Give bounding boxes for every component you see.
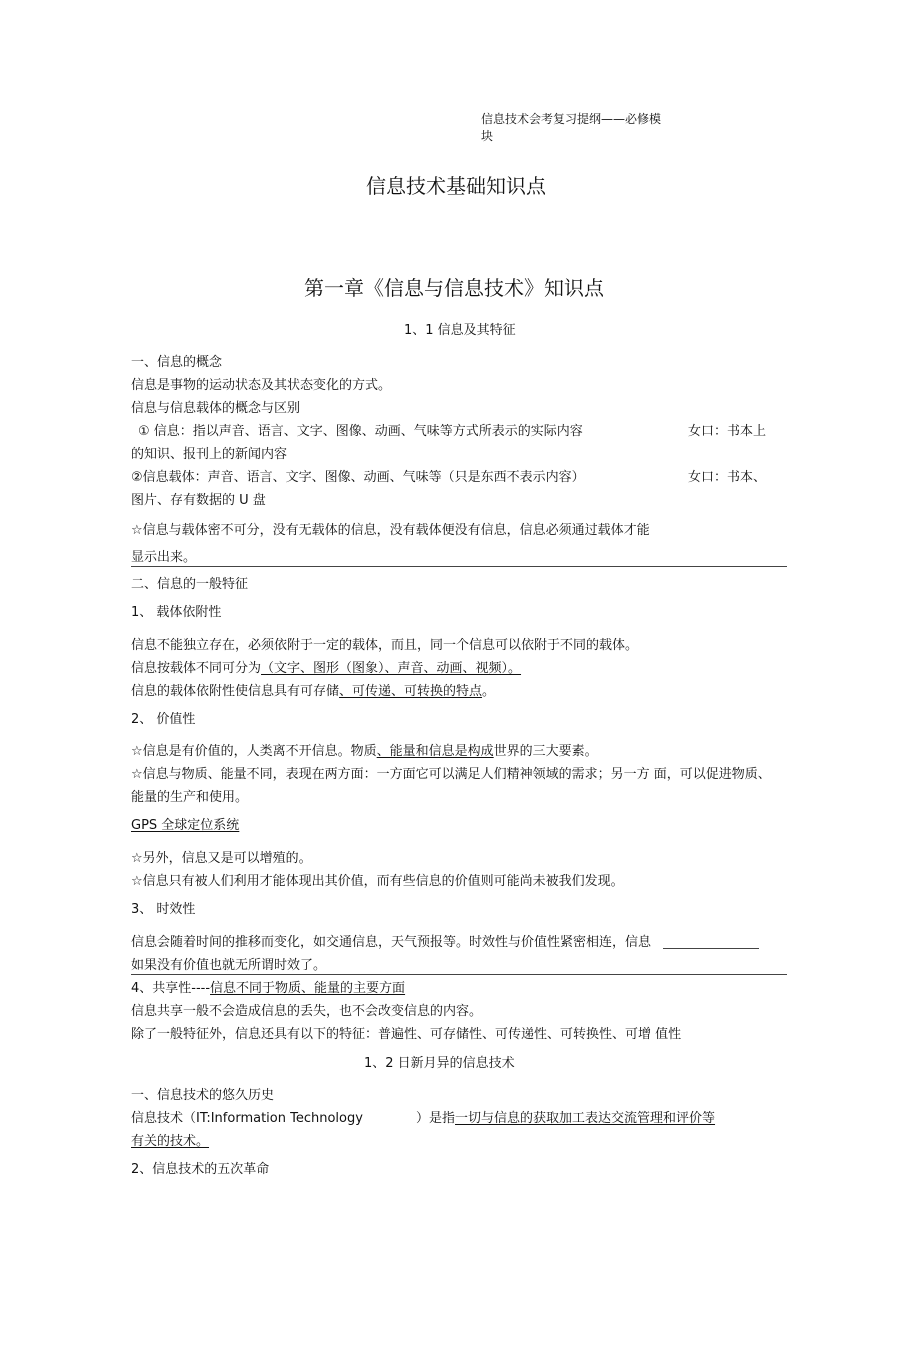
section-heading-1-2: 1、2 日新月异的信息技术 <box>364 1056 515 1071</box>
feature-2-elements: 、能量和信息是构成 <box>376 744 494 759</box>
section-heading-1-1: 1、1 信息及其特征 <box>404 323 516 338</box>
feature-4-heading-text: 4、共享性---- <box>131 981 211 996</box>
feature-3-line-1: 信息会随着时间的推移而变化，如交通信息，天气预报等。时效性与价值性紧密相连，信息 <box>131 935 652 950</box>
feature-4-line-2: 除了一般特征外，信息还具有以下的特征：普遍性、可存储性、可传递性、可转换性、可增 值性 <box>131 1027 682 1042</box>
carrier-line-1: ②信息载体：声音、语言、文字、图像、动画、气味等（只是东西不表示内容） <box>131 470 585 485</box>
concept-heading: 一、信息的概念 <box>131 355 223 370</box>
features-heading: 二、信息的一般特征 <box>131 577 249 592</box>
feature-1-line-2-text: 信息按载体不同可分为 <box>131 661 262 676</box>
feature-2-line-1 <box>131 744 598 760</box>
concept-definition: 信息是事物的运动状态及其状态变化的方式。 <box>131 378 392 393</box>
fill-blank <box>663 948 759 949</box>
carrier-line-2: 图片、存有数据的 U 盘 <box>131 493 266 508</box>
feature-1-line-3 <box>131 684 495 700</box>
chapter-title: 第一章《信息与信息技术》知识点 <box>304 276 604 300</box>
history-definition-d: 有关的技术。 <box>131 1134 210 1149</box>
feature-2-line-3: 能量的生产和使用。 <box>131 790 249 805</box>
divider <box>131 974 787 975</box>
feature-1-line-1: 信息不能独立存在，必须依附于一定的载体，而且，同一个信息可以依附于不同的载体。 <box>131 638 639 653</box>
document-header: 信息技术会考复习提纲——必修模块 <box>481 112 662 143</box>
feature-2-heading: 2、 价值性 <box>131 712 196 727</box>
feature-4-heading-emphasis: 信息不同于物质、能量的主要方面 <box>210 981 406 996</box>
history-heading: 一、信息技术的悠久历史 <box>131 1088 275 1103</box>
feature-3-heading: 3、 时效性 <box>131 902 196 917</box>
feature-2-line-5: ☆信息只有被人们利用才能体现出其价值，而有些信息的价值则可能尚未被我们发现。 <box>131 874 624 889</box>
history-definition-b <box>416 1111 715 1127</box>
feature-1-line-3-end: 。 <box>482 684 496 699</box>
feature-4-line-1: 信息共享一般不会造成信息的丢失，也不会改变信息的内容。 <box>131 1004 483 1019</box>
feature-1-carrier-types: （文字、图形（图象）、声音、动画、视频）。 <box>261 661 522 676</box>
concept-relation: 信息与信息载体的概念与区别 <box>131 401 301 416</box>
feature-2-line-4: ☆另外，信息又是可以增殖的。 <box>131 851 312 866</box>
info-line-2: 的知识、报刊上的新闻内容 <box>131 447 288 462</box>
feature-4-heading <box>131 981 405 997</box>
star-note-line-1: ☆信息与载体密不可分，没有无载体的信息，没有载体便没有信息，信息必须通过载体才能 <box>131 523 650 538</box>
gps-note: GPS 全球定位系统 <box>131 818 240 833</box>
feature-2-line-2: ☆信息与物质、能量不同，表现在两方面：一方面它可以满足人们精神领域的需求；另一方 面，可以促进物质、 <box>131 767 771 782</box>
feature-1-line-2 <box>131 661 521 677</box>
history-definition-b-text: ）是指 <box>416 1111 456 1126</box>
history-definition-a: 信息技术（IT:Information Technology <box>131 1111 363 1126</box>
carrier-example: 女口：书本、 <box>688 470 767 485</box>
feature-3-line-2: 如果没有价值也就无所谓时效了。 <box>131 958 327 973</box>
feature-1-properties: 、可传递、可转换的特点 <box>339 684 483 699</box>
feature-1-line-3-text: 信息的载体依附性使信息具有可存储 <box>131 684 340 699</box>
info-example: 女口：书本上 <box>688 424 767 439</box>
info-line-1: ① 信息：指以声音、语言、文字、图像、动画、气味等方式所表示的实际内容 <box>138 424 583 439</box>
document-title: 信息技术基础知识点 <box>366 174 546 198</box>
feature-1-heading: 1、 载体依附性 <box>131 605 222 620</box>
feature-2-line-1-end: 世界的三大要素。 <box>493 744 598 759</box>
history-definition-c: 一切与信息的获取加工表达交流管理和评价等 <box>455 1111 716 1126</box>
feature-2-line-1-text: ☆信息是有价值的，人类离不开信息。物质 <box>131 744 377 759</box>
star-note-line-2: 显示出来。 <box>131 550 197 565</box>
divider <box>131 566 787 567</box>
revolutions-heading: 2、信息技术的五次革命 <box>131 1162 270 1177</box>
